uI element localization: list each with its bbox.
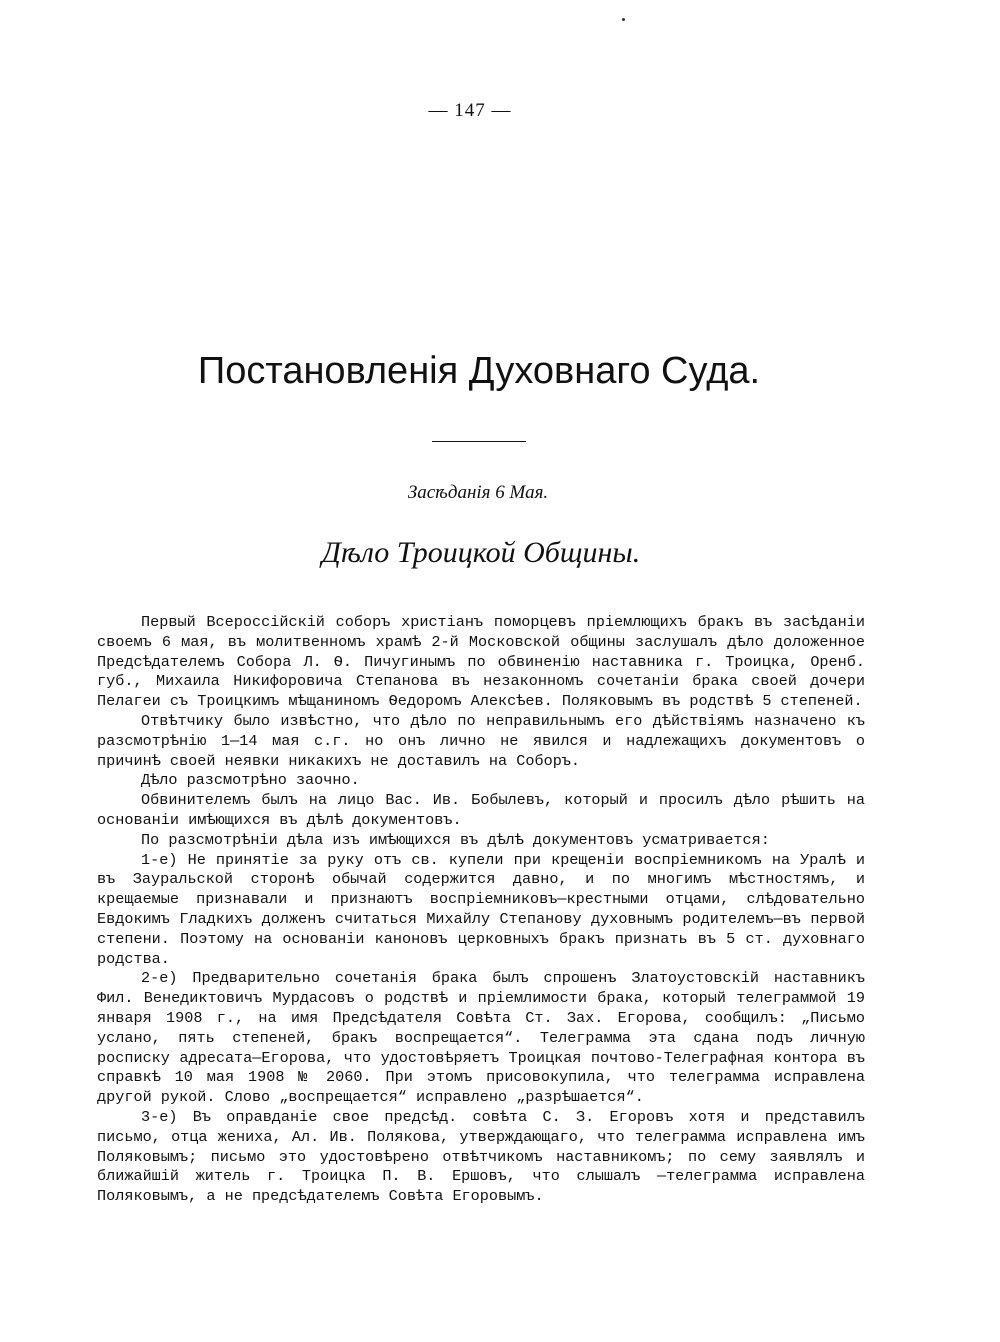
- paragraph-findings-intro: По разсмотрѣніи дѣла изъ имѣющихся въ дѣлѣ документовъ усматривается:: [141, 830, 770, 849]
- page-number: — 147 —: [428, 100, 512, 121]
- title-divider: [432, 441, 526, 442]
- paragraph-finding-3: 3-е) Въ оправданіе свое предсѣд. совѣта С. З. Егоровъ хотя и представилъ письмо, отца жениха, Ал. Ив. Полякова, утверждающаго, что телеграмма исправлена имъ Поляковымъ; письмо это удостовѣрено отвѣтчикомъ наставникомъ; по сему заявлялъ и ближайшій житель г. Троицка П. В. Ершовъ, что слышалъ —телеграмма исправлена Поляковымъ, а не предсѣдателемъ Совѣта Егоровымъ.: [97, 1107, 865, 1206]
- body-text: [97, 613, 865, 1207]
- scan-speck: [622, 18, 625, 21]
- paragraph-defendant: Отвѣтчику было извѣстно, что дѣло по неправильнымъ его дѣйствіямъ назначено къ разсмотрѣнію 1—14 мая с.г. но онъ лично не явился и надлежащихъ документовъ о причинѣ своей неявки никакихъ не доставилъ на Соборъ.: [97, 711, 865, 770]
- paragraph-prosecutor: Обвинителемъ былъ на лицо Вас. Ив. Бобылевъ, который и просилъ дѣло рѣшить на основаніи имѣющихся въ дѣлѣ документовъ.: [97, 791, 865, 829]
- paragraph-in-absentia: Дѣло разсмотрѣно заочно.: [141, 771, 360, 790]
- case-title: Дѣло Троицкой Общины.: [321, 536, 641, 569]
- paragraph-finding-1: 1-е) Не принятіе за руку отъ св. купели при крещеніи воспріемникомъ на Уралѣ и въ Зауральской сторонѣ обычай содержится давно, и по многимъ мѣстностямъ, и крещаемые признавали и признаютъ воспріемниковъ—крестными отцами, слѣдовательно Евдокимъ Гладкихъ долженъ считаться Михайлу Степанову духовнымъ родителемъ—въ первой степени. Поэтому на основаніи каноновъ церковныхъ бракъ признать въ 5 ст. духовнаго родства.: [97, 850, 865, 968]
- paragraph-finding-2: 2-е) Предварительно сочетанія брака былъ спрошенъ Златоустовскій наставникъ Фил. Венедиктовичъ Мурдасовъ о родствѣ и пріемлимости брака, который телеграммой 19 января 1908 г., на имя Предсѣдателя Совѣта Ст. Зах. Егорова, сообщилъ: „Письмо услано, пять степеней, бракъ воспрещается“. Телеграмма эта сдана подъ личную росписку адресата—Егорова, что удостовѣряетъ Троицкая почтово-Телеграфная контора въ справкѣ 10 мая 1908 № 2060. При этомъ присовокупила, что телеграмма исправлена другой рукой. Слово „воспрещается“ исправлено „разрѣшается“.: [97, 969, 865, 1107]
- document-title: Постановленія Духовнаго Суда.: [197, 350, 761, 392]
- session-heading: Засѣданія 6 Мая.: [407, 482, 549, 503]
- paragraph-intro: Первый Всероссійскій соборъ христіанъ поморцевъ пріемлющихъ бракъ въ засѣданіи своемъ 6 мая, въ молитвенномъ храмѣ 2-й Московской общины заслушалъ дѣло доложенное Предсѣдателемъ Собора Л. Ѳ. Пичугинымъ по обвиненію наставника г. Троицка, Оренб. губ., Михаила Никифоровича Степанова въ незаконномъ сочетаніи брака своей дочери Пелагеи съ Троицкимъ мѣщаниномъ Ѳедоромъ Алексѣев. Поляковымъ въ родствѣ 5 степеней.: [97, 613, 865, 711]
